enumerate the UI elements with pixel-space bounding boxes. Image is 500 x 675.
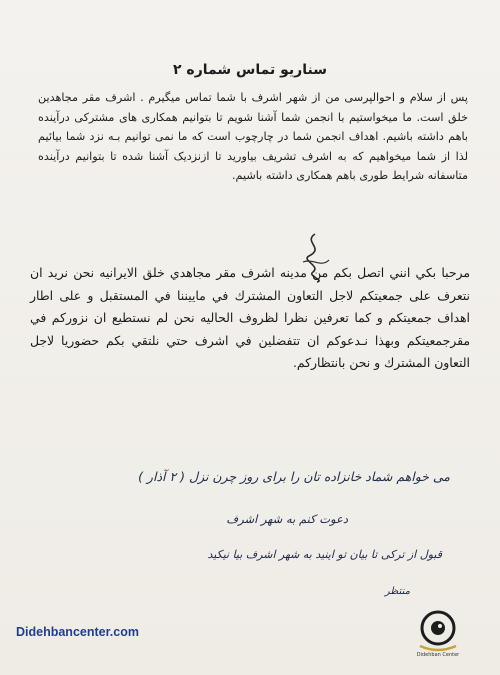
persian-paragraph-text: پس از سلام و احوالپرسی من از شهر اشرف با شما تماس میگیرم . اشرف مقر مجاهدین خلق است. ما میخواستیم با انجمن شما آشنا شویم تا بتوانیم همکاری های مشترکی درآینده باهم داشته باشیم. اهداف انجمن شما در چارچوب است که ما نمی توانیم بـه نزد شما بیائیم لذا از شما میخواهیم که به اشرف تشریف بیاورید تا ازنزدیک آشنا شده تا بتوانیم درآینده متاسفانه شرایط طوری باهم همکاری داشته باشیم. xyxy=(38,91,468,183)
handwritten-line-1: می خواهم شماد خانزاده تان را برای روز چرن نزل ( ۲ آذار ) xyxy=(138,469,450,484)
persian-paragraph xyxy=(38,88,468,186)
handwritten-line-2: دعوت کنم به شهر اشرف xyxy=(226,512,348,526)
logo-caption: Didehban Center xyxy=(416,652,460,658)
handwritten-line-3: قبول از ترکی تا بیان تو اینید به شهر اشرف بیا نیکید xyxy=(207,548,442,561)
website-watermark: Didehbancenter.com xyxy=(16,625,139,639)
document-title: سناریو تماس شماره ۲ xyxy=(173,62,327,78)
arabic-paragraph-text: مرحبا بكي انني اتصل بكم من مدينه اشرف مقر مجاهدي خلق الايرانيه نحن نريد ان نتعرف على جمعيتكم لاجل التعاون المشترك في ماييننا في المستقبل و على اطار اهداف جمعيتكم و كما تعرفين نظرا لظروف الحاليه نحن لم نستطيع ان نزوركم في مقرجمعيتكم وبهذا نـدعوكم ان تتفضلين في اشرف حتي نلتقي بكم حضوريا لاجل التعاون المشترك و نحن بانتظاركم. xyxy=(30,265,470,371)
handwritten-line-4: منتظر xyxy=(384,586,410,597)
arabic-paragraph xyxy=(30,262,470,375)
eye-logo-icon xyxy=(410,608,466,654)
didehban-logo xyxy=(410,608,466,666)
